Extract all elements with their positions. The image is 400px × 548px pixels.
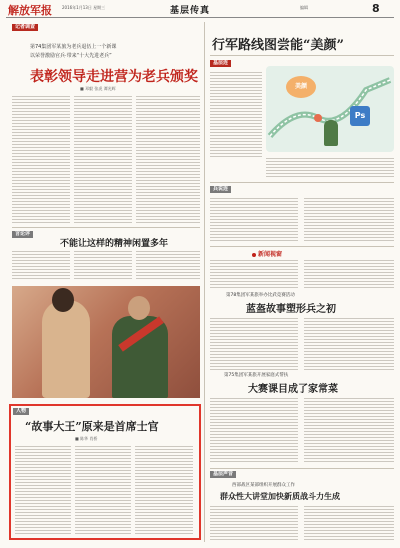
sub2-kicker: 第75集团军某旅开展家庭式帮扶 bbox=[224, 373, 289, 378]
section-tag-soldier: 兵说连 bbox=[210, 186, 231, 193]
news-photo bbox=[12, 286, 200, 398]
body-text-block bbox=[304, 260, 394, 288]
body-text-block bbox=[210, 506, 298, 540]
right-headline: 行军路线图尝能“美颜” bbox=[212, 38, 344, 53]
woman-figure bbox=[42, 300, 90, 398]
section-tag-commentary: 言论评 bbox=[12, 231, 33, 238]
sub3-kicker: 西部战区某部组织开展群众工作 bbox=[232, 483, 295, 488]
body-text-block bbox=[75, 446, 131, 534]
woman-head bbox=[52, 288, 74, 312]
body-text-block bbox=[210, 72, 262, 158]
sub3-headline: 群众性大讲堂加快新质战斗力生成 bbox=[220, 491, 340, 501]
body-text-block bbox=[12, 96, 70, 224]
route-map-illustration bbox=[266, 66, 394, 152]
page-number: 8 bbox=[372, 2, 380, 15]
sub1-headline: 蓝盔故事塑形兵之初 bbox=[246, 304, 336, 315]
story-byline: ■ 陈华 肖桥 bbox=[75, 436, 98, 441]
bubble-label: 美颜 bbox=[294, 83, 307, 90]
column-divider bbox=[204, 22, 205, 542]
body-text-block bbox=[135, 446, 193, 534]
body-text-block bbox=[304, 506, 394, 540]
body-text-block bbox=[210, 318, 298, 370]
divider bbox=[12, 227, 200, 228]
body-text-block bbox=[210, 398, 298, 464]
section-tag-voice: 基层声音 bbox=[210, 471, 236, 478]
story-headline[interactable]: “故事大王”原来是首席士官 bbox=[25, 420, 159, 433]
divider bbox=[210, 468, 394, 469]
left-kicker: 第74集团军某旅为老兵退伍上一个新课 bbox=[30, 44, 117, 50]
body-text-block bbox=[304, 398, 394, 464]
beauty-bubble bbox=[286, 76, 316, 98]
left-byline: ■ 邓毅 张虎 谭光辉 bbox=[80, 86, 116, 91]
masthead bbox=[0, 0, 400, 22]
issue-date: 2016年1月13日 星期三 bbox=[62, 5, 106, 10]
editor-label: 编辑 bbox=[300, 5, 308, 10]
soldier-cartoon bbox=[324, 120, 338, 146]
body-text-block bbox=[210, 198, 298, 242]
section-tag-investigation: 记者调查 bbox=[12, 24, 38, 31]
divider bbox=[210, 182, 394, 183]
body-text-block bbox=[15, 446, 71, 534]
masthead-rule bbox=[6, 17, 394, 18]
body-text-block bbox=[304, 198, 394, 242]
body-text-block bbox=[266, 158, 394, 178]
section-tag-company: 基层连 bbox=[210, 60, 231, 67]
body-text-block bbox=[74, 251, 132, 281]
news-window-header bbox=[252, 249, 282, 258]
soldier-head bbox=[128, 296, 150, 320]
mid-headline: 不能让这样的精神闲置多年 bbox=[60, 239, 169, 249]
divider bbox=[210, 246, 394, 247]
body-text-block bbox=[136, 251, 200, 281]
section-tag-profile: 人物 bbox=[13, 408, 29, 415]
body-text-block bbox=[304, 318, 394, 370]
sub2-headline: 大赛课目成了家常菜 bbox=[248, 384, 338, 395]
newspaper-logo: 解放军报 bbox=[8, 4, 52, 17]
bullet-icon bbox=[252, 253, 256, 257]
body-text-block bbox=[12, 251, 70, 281]
divider bbox=[210, 55, 394, 56]
news-window-label: 新闻视窗 bbox=[258, 251, 283, 258]
left-headline: 表彰领导走进营为老兵颁奖 bbox=[30, 69, 198, 85]
section-title: 基层传真 bbox=[170, 6, 211, 16]
left-kicker-2: 以荣誉激励官兵·带来“十大先进老兵” bbox=[30, 53, 112, 59]
selected-article-frame[interactable] bbox=[9, 404, 201, 540]
body-text-block bbox=[136, 96, 200, 224]
sub1-kicker: 第78集团军某旅举办比武竞赛活动 bbox=[226, 293, 295, 298]
body-text-block bbox=[74, 96, 132, 224]
body-text-block bbox=[210, 260, 298, 288]
app-label: Ps bbox=[354, 111, 366, 120]
photoshop-icon bbox=[350, 106, 370, 126]
